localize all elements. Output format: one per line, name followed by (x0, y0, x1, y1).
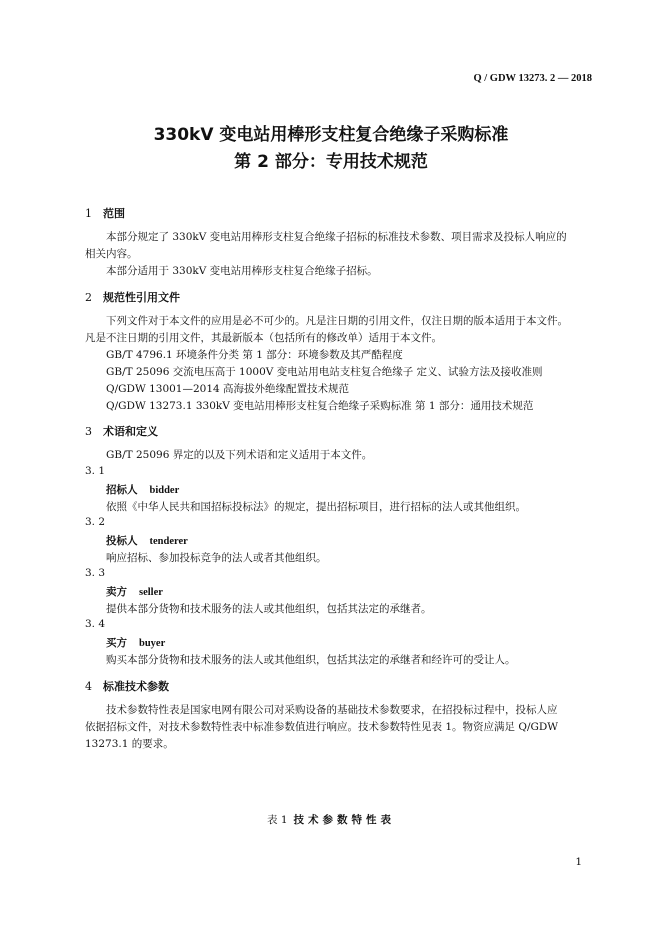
section-1-title: 范围 (103, 207, 125, 220)
page-number: 1 (575, 856, 582, 868)
section-1-heading (85, 205, 125, 221)
term-definition: 购买本部分货物和技术服务的法人或其他组织，包括其法定的承继者和经许可的受让人。 (106, 654, 516, 666)
section-4-heading (85, 678, 169, 694)
section-4-para-line-3: 13273.1 的要求。 (85, 738, 174, 750)
term-heading (106, 635, 165, 650)
normative-reference: GB/T 4796.1 环境条件分类 第 1 部分：环境参数及其严酷程度 (106, 349, 403, 361)
term-number: 3. 2 (85, 516, 106, 528)
document-title-line2: 第 2 部分：专用技术规范 (234, 152, 428, 172)
section-3-number: 3 (85, 425, 92, 438)
section-3-heading (85, 423, 158, 439)
term-definition: 响应招标、参加投标竞争的法人或者其他组织。 (106, 552, 327, 564)
document-header: Q / GDW 13273. 2 — 2018 (473, 73, 592, 84)
section-2-heading (85, 289, 180, 305)
table-caption-label: 表 1 (266, 814, 288, 826)
section-1-para-1-line-1: 本部分规定了 330kV 变电站用棒形支柱复合绝缘子招标的标准技术参数、项目需求及投标人响应的 (106, 231, 567, 243)
normative-reference: Q/GDW 13273.1 330kV 变电站用棒形支柱复合绝缘子采购标准 第 1 部分：通用技术规范 (106, 400, 534, 412)
normative-reference: Q/GDW 13001—2014 高海拔外绝缘配置技术规范 (106, 383, 350, 395)
term-zh: 招标人 (106, 484, 138, 496)
term-number: 3. 1 (85, 465, 106, 477)
term-zh: 买方 (106, 637, 127, 649)
term-zh: 卖方 (106, 586, 127, 598)
document-title-line1: 330kV 变电站用棒形支柱复合绝缘子采购标准 (153, 125, 509, 145)
section-4-title: 标准技术参数 (103, 680, 169, 693)
term-en: buyer (139, 638, 166, 649)
section-1-para-1-line-2: 相关内容。 (85, 248, 138, 260)
term-number: 3. 4 (85, 618, 106, 630)
section-2-title: 规范性引用文件 (103, 291, 180, 304)
section-3-intro: GB/T 25096 界定的以及下列术语和定义适用于本文件。 (106, 449, 373, 461)
term-heading (106, 584, 163, 599)
section-4-para-line-2: 依据招标文件，对技术参数特性表中标准参数值进行响应。技术参数特性见表 1。物资应满足 Q/GDW (85, 721, 559, 733)
term-number: 3. 3 (85, 567, 106, 579)
term-en: bidder (149, 485, 180, 496)
section-1-number: 1 (85, 207, 92, 220)
section-1-para-2: 本部分适用于 330kV 变电站用棒形支柱复合绝缘子招标。 (106, 265, 378, 277)
section-2-number: 2 (85, 291, 92, 304)
term-heading (106, 533, 188, 548)
term-en: seller (139, 587, 163, 598)
section-2-para-1-line-1: 下列文件对于本文件的应用是必不可少的。凡是注日期的引用文件，仅注日期的版本适用于本文件。 (106, 315, 568, 327)
normative-reference: GB/T 25096 交流电压高于 1000V 变电站用电站支柱复合绝缘子 定义、试验方法及接收准则 (106, 366, 543, 378)
term-zh: 投标人 (106, 535, 138, 547)
section-3-title: 术语和定义 (103, 425, 158, 438)
section-2-para-1-line-2: 凡是不注日期的引用文件，其最新版本（包括所有的修改单）适用于本文件。 (85, 332, 442, 344)
term-heading (106, 482, 179, 497)
table-caption-title: 技术参数特性表 (293, 814, 396, 826)
term-definition: 提供本部分货物和技术服务的法人或其他组织，包括其法定的承继者。 (106, 603, 432, 615)
section-4-number: 4 (85, 680, 92, 693)
table-caption (0, 812, 662, 827)
term-definition: 依照《中华人民共和国招标投标法》的规定，提出招标项目，进行招标的法人或其他组织。 (106, 501, 526, 513)
section-4-para-line-1: 技术参数特性表是国家电网有限公司对采购设备的基础技术参数要求，在招投标过程中，投标人应 (106, 704, 558, 716)
term-en: tenderer (149, 536, 188, 547)
